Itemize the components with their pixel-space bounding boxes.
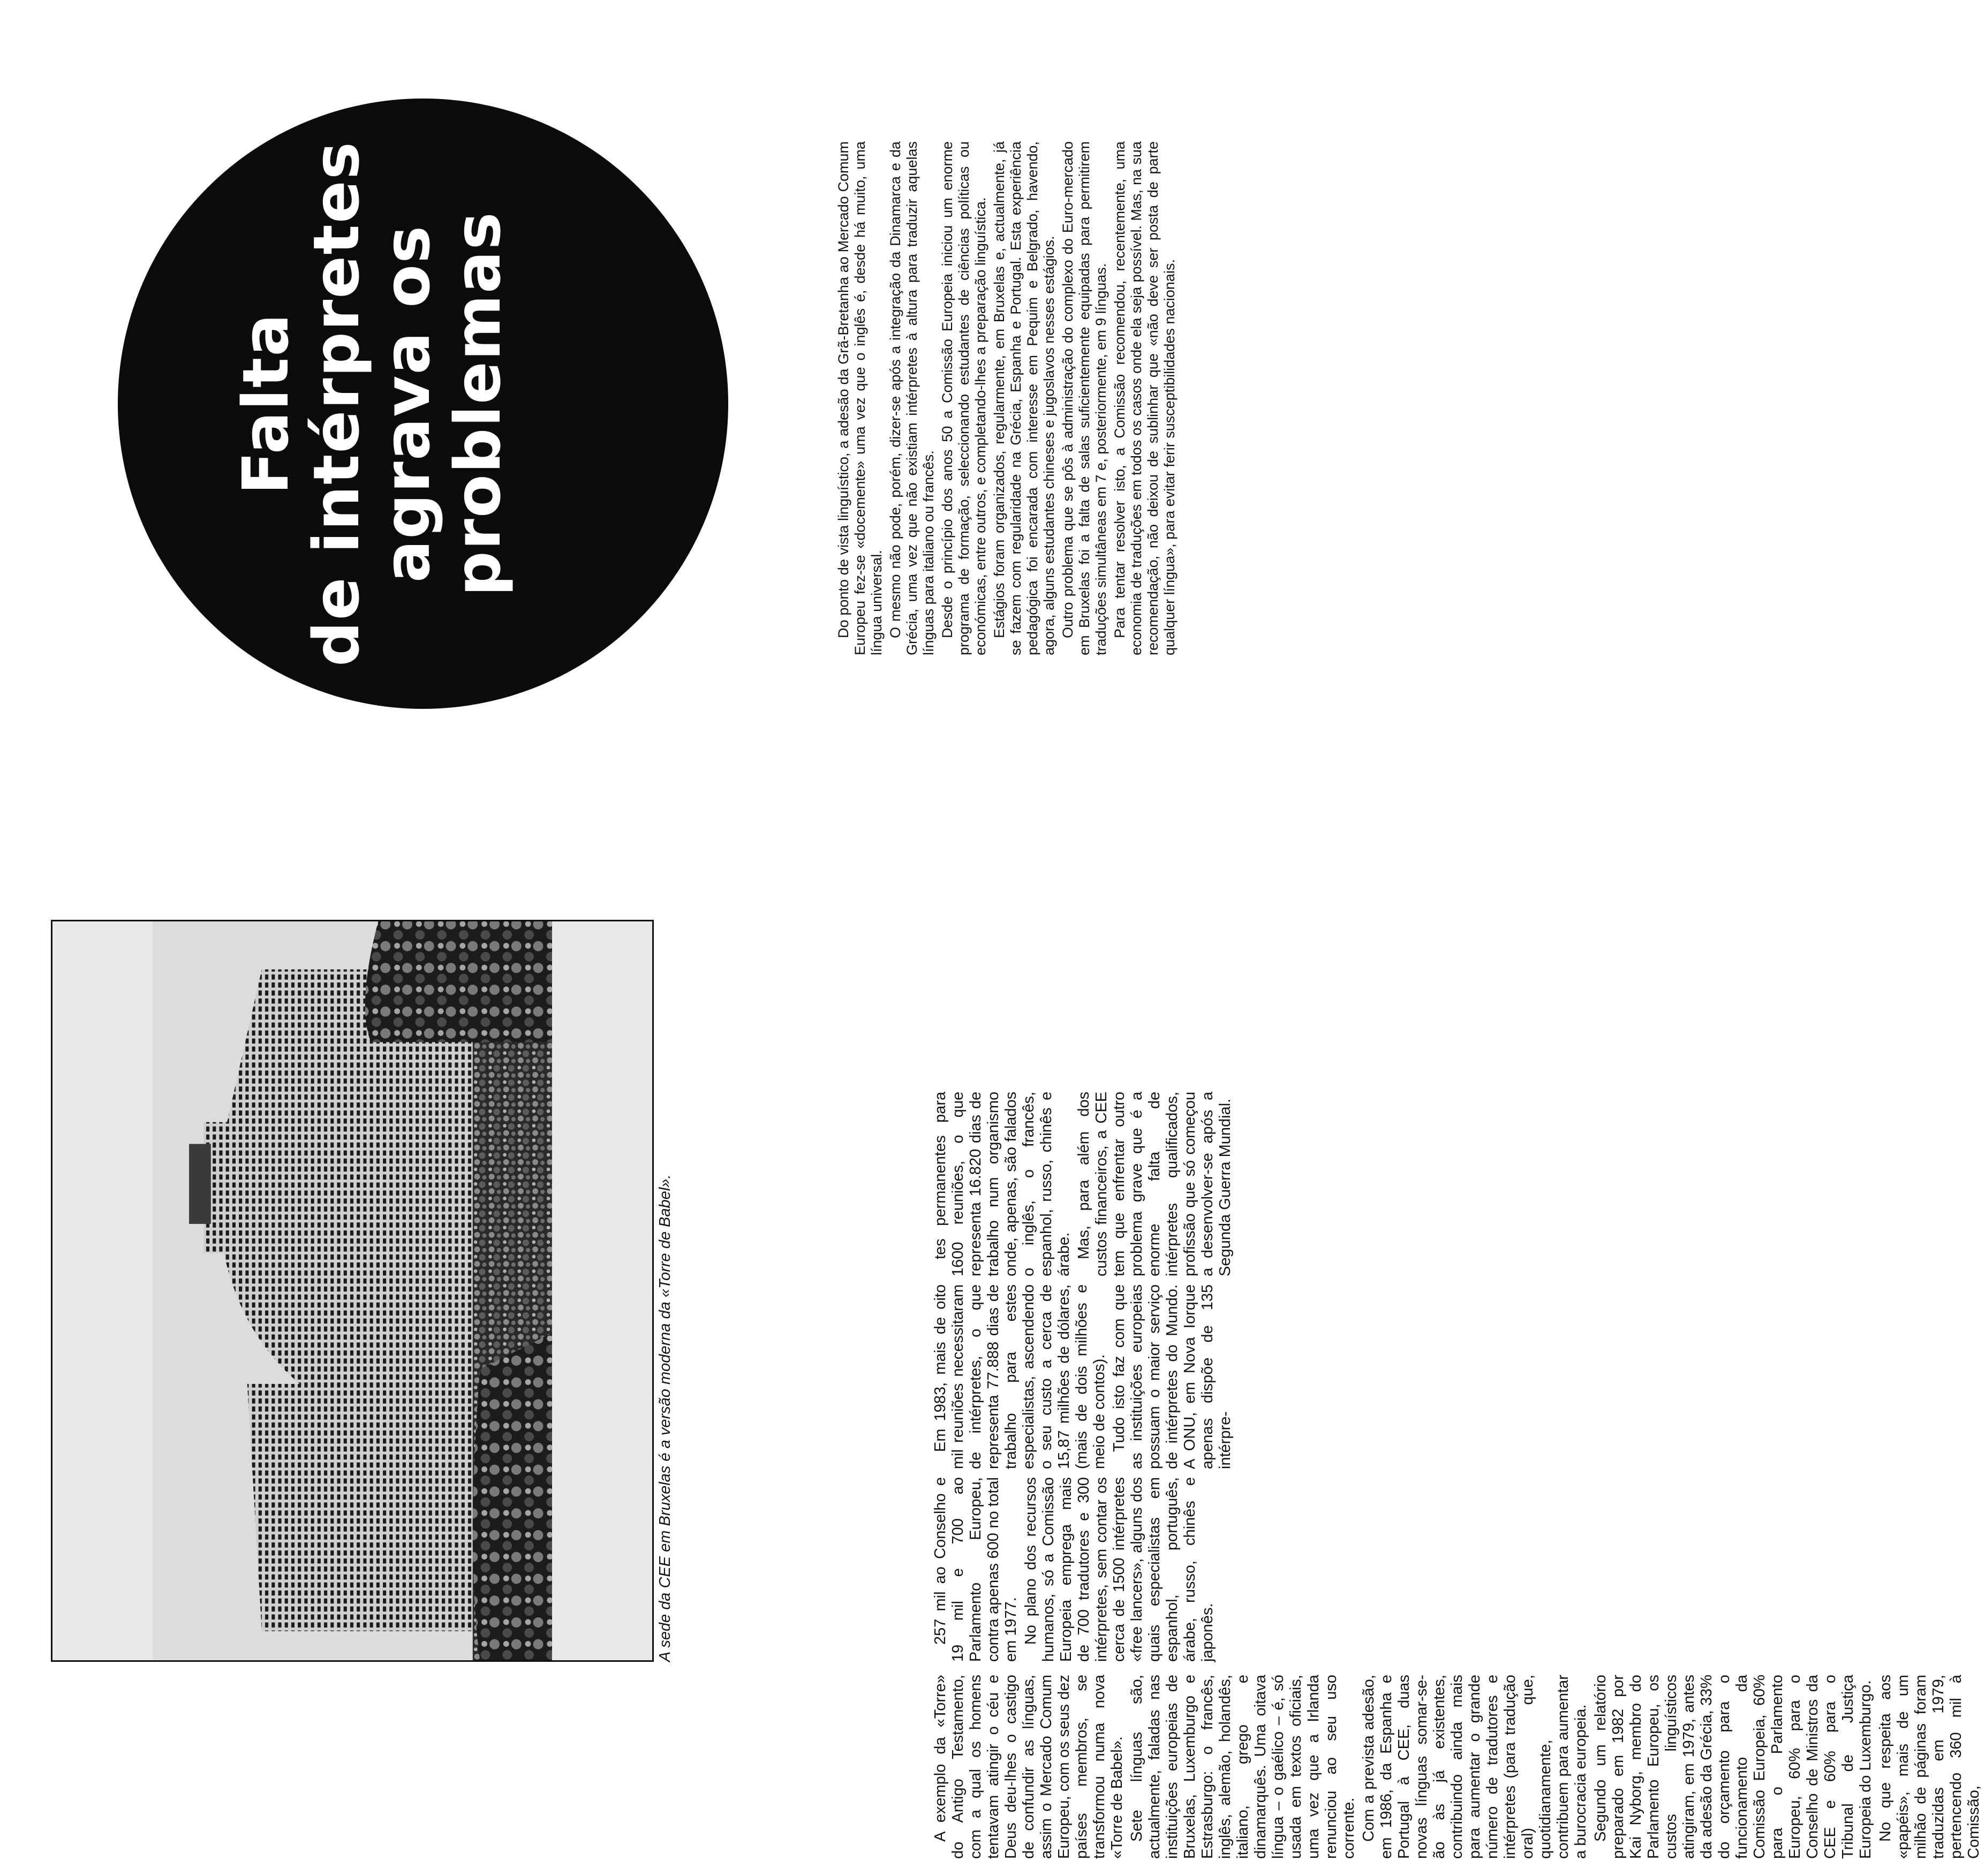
col5-paragraph: Para tentar resolver isto, a Comissão recomendou, recentemente, uma economia de traduções em todos os casos onde ela seja possível. Mas, na sua recomendação, não deixou de sublinhar que «não deve ser posta de parte qualquer língua», para evitar ferir susceptibilidades nacionais.	[1112, 141, 1178, 655]
headline	[230, 136, 513, 671]
col2-paragraph: No plano dos recursos humanos, só a Comissão Europeia emprega mais de 700 tradutores e 300 intérpretes, sem contar os cerca de 1500 intérpretes «free lancers», alguns dos quais especialistas em espanhol, português, árabe, russo, chinês e japonês.	[1022, 1477, 1216, 1662]
col2-paragraph: 257 mil ao Conselho e 19 mil e 700 ao Parlamento Europeu, contra apenas 600 no total em 1977.	[932, 1477, 1020, 1662]
headline-line-4: problemas	[441, 211, 515, 596]
headline-line-3: agrava os	[370, 224, 444, 583]
col5-paragraph: Do ponto de vista linguístico, a adesão da Grã-Bretanha ao Mercado Comum Europeu fez-se «docemente» uma vez que o inglês é, desde há muito, uma língua universal.	[835, 141, 885, 655]
headline-line-2: de intérpretes	[299, 140, 373, 667]
col5-paragraph: O mesmo não pode, porém, dizer-se após a integração da Dinamarca e da Grécia, uma vez que não existiam intérpretes à altura para traduzir aquelas línguas para italiano ou francês.	[887, 141, 937, 655]
col1-paragraph: Segundo um relatório preparado em 1982 por Kai Nyborg, membro do Parlamento Europeu, os custos linguísticos atingiram, em 1979, antes da adesão da Grécia, 33% do orçamento para o funcionamento da Comissão Europeia, 60% para o Parlamento Europeu, 60% para o Conselho de Ministros da CEE e 60% para o Tribunal de Justiça Europeia do Luxemburgo.	[1592, 1675, 1874, 1859]
col5-paragraph: Outro problema que se pôs à administração do complexo do Euro-mercado em Bruxelas foi a falta de salas suficientemente equipadas para permitirem traduções simultâneas em 7 e, posteriormente, em 9 línguas.	[1060, 141, 1109, 655]
col5-paragraph: Desde o princípio dos anos 50 a Comissão Europeia iniciou um enorme programa de formação, seleccionando estudantes de ciências políticas ou económicas, entre outros, e completando-lhes a preparação linguística.	[939, 141, 988, 655]
col3-paragraph: Em 1983, mais de oito mil reuniões necessitaram de intérpretes, o que representa 77.888 dias de trabalho para estes especialistas, ascendendo o seu custo a cerca de 15,87 milhões de dólares, (mais de dois milhões e meio de contos).	[932, 1284, 1108, 1469]
column-1	[932, 1675, 1985, 1859]
column-5-main	[835, 141, 1180, 655]
col1-paragraph: No que respeita aos «papéis», mais de um milhão de páginas foram traduzidas em 1979, pertencendo 360 mil à Comissão,	[1877, 1675, 1982, 1859]
col4-paragraph: Mas, para além dos custos financeiros, a CEE tem que enfrentar outro problema grave que é a enorme falta de intérpretes qualificados, profissão que só começou a desenvolver-se após a Segunda Guerra Mundial.	[1075, 1092, 1234, 1276]
column-2-main	[932, 1477, 1219, 1662]
headline-line-1: Falta	[229, 313, 303, 495]
col5-paragraph: Estágios foram organizados, regularmente, em Bruxelas e, actualmente, já se fazem com regularidade na Grécia, Espanha e Portugal. Esta experiência pedagógica foi encarada com interesse em Pequim e Belgrado, havendo, agora, alguns estudantes chineses e jugoslavos nesses estágios.	[991, 141, 1057, 655]
col3-paragraph: Tudo isto faz com que as instituições europeias possuam o maior serviço de intérpretes do Mundo. A ONU, em Nova Iorque apenas dispõe de 135 intérpre-	[1111, 1284, 1234, 1469]
column-4-main	[932, 1092, 1236, 1276]
building-photo-drawing	[52, 921, 652, 1660]
col4-paragraph: tes permanentes para 1600 reuniões, o que representa 16.820 dias de trabalho num organismo onde, apenas, são falados o inglês, o francês, espanhol, russo, chinês e árabe.	[932, 1092, 1073, 1276]
col1-paragraph: Com a prevista adesão, em 1986, da Espanha e Portugal à CEE, duas novas línguas somar-se-ão às já existentes, contribuindo ainda mais para aumentar o grande número de tradutores e intérpretes (para tradução oral) que, quotidianamente, contribuem para aumentar a burocracia europeia.	[1360, 1675, 1589, 1859]
photo-caption: A sede da CEE em Bruxelas é a versão moderna da «Torre de Babel».	[656, 1174, 674, 1662]
col1-paragraph: A exemplo da «Torre» do Antigo Testamento, com a qual os homens tentavam atingir o céu e Deus deu-lhes o castigo de confundir as línguas, assim o Mercado Comum Europeu, com os seus dez países membros, se transformou numa nova «Torre de Babel».	[932, 1675, 1126, 1859]
col1-paragraph: Sete línguas são, actualmente, faladas nas instituições europeias de Bruxelas, Luxemburgo e Estrasburgo: o francês, inglês, alemão, holandês, italiano, grego e dinamarquês. Uma oitava língua – o gaélico – é, só usada em textos oficiais, uma vez que a Irlanda renunciou ao seu uso corrente.	[1128, 1675, 1357, 1859]
column-3-main	[932, 1284, 1236, 1469]
brussels-building-photo	[51, 920, 654, 1662]
